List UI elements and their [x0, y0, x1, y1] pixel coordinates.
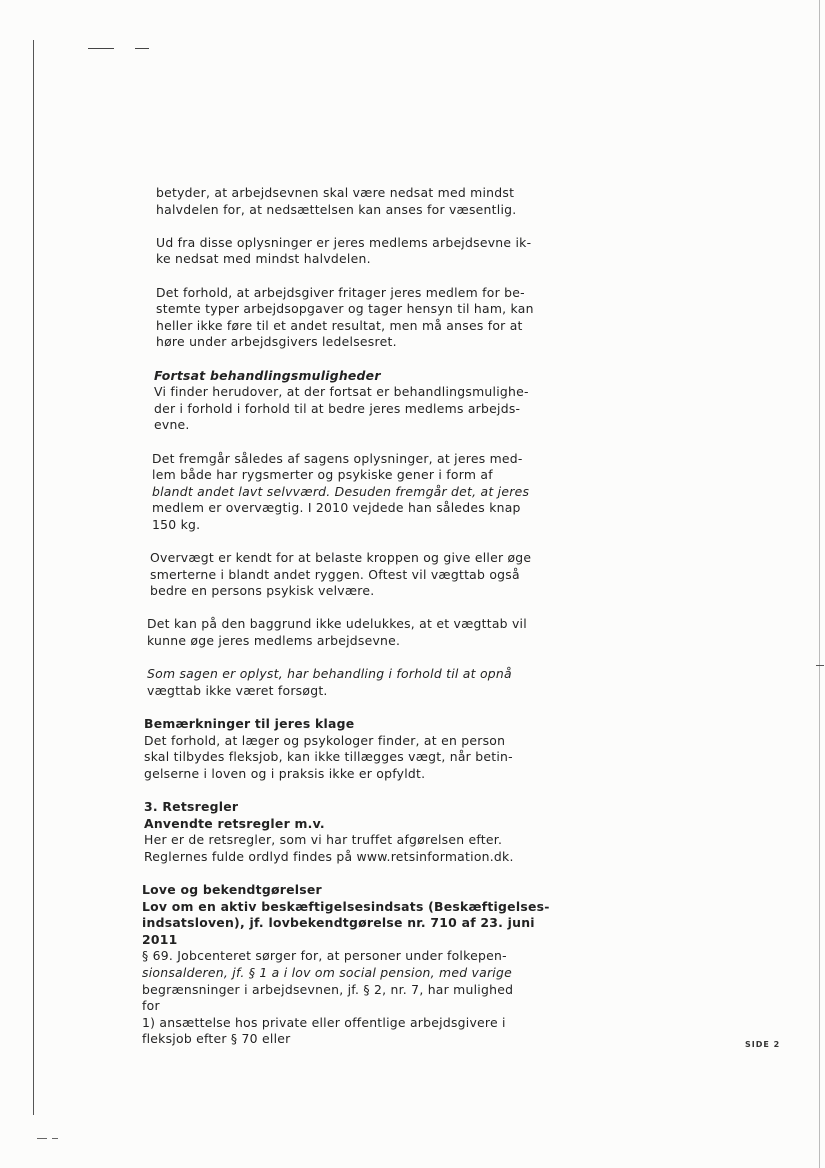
text-line: kunne øge jeres medlems arbejdsevne.	[147, 633, 401, 649]
right-page-edge	[819, 0, 820, 1168]
bottom-scan-mark	[52, 1138, 58, 1139]
left-margin-rule	[33, 40, 34, 1115]
text-line: halvdelen for, at nedsættelsen kan anses for væsentlig.	[156, 201, 517, 217]
paragraph	[152, 451, 580, 534]
paragraph	[156, 235, 580, 268]
text-line: smerterne i blandt andet ryggen. Oftest vil vægttab også	[150, 566, 520, 582]
law-title-line: 2011	[142, 931, 178, 947]
text-line: evne.	[154, 417, 190, 433]
text-line: Vi finder herudover, at der fortsat er behandlingsmulighe-	[154, 384, 529, 400]
text-line: gelserne i loven og i praksis ikke er opfyldt.	[144, 765, 426, 781]
text-line: Ud fra disse oplysninger er jeres medlems arbejdsevne ik-	[156, 234, 532, 250]
text-line: betyder, at arbejdsevnen skal være nedsat med mindst	[156, 185, 515, 200]
text-line: Det fremgår således af sagens oplysninger, at jeres med-	[152, 450, 523, 466]
section-heading: Bemærkninger til jeres klage	[144, 716, 355, 731]
text-line: blandt andet lavt selvværd. Desuden fremgår det, at jeres	[152, 483, 530, 499]
paragraph	[156, 285, 580, 351]
text-line: 150 kg.	[152, 516, 201, 532]
text-line: lem både har rygsmerter og psykiske gener i form af	[152, 467, 493, 483]
text-line: stemte typer arbejdsopgaver og tager hensyn til ham, kan	[156, 301, 534, 317]
text-line: 1) ansættelse hos private eller offentlige arbejdsgivere i	[142, 1014, 506, 1030]
text-line: Her er de retsregler, som vi har truffet afgørelsen efter.	[144, 832, 503, 848]
text-line: Som sagen er oplyst, har behandling i forhold til at opnå	[147, 666, 512, 682]
text-line: fleksjob efter § 70 eller	[142, 1031, 291, 1047]
text-line: Reglernes fulde ordlyd findes på www.retsinformation.dk.	[144, 848, 514, 864]
section-heading: Love og bekendtgørelser	[142, 881, 322, 897]
paragraph	[150, 550, 580, 600]
law-title-line: indsatsloven), jf. lovbekendtgørelse nr. 710 af 23. juni	[142, 915, 535, 931]
section-remarks	[144, 716, 580, 782]
text-line: Det forhold, at arbejdsgiver fritager jeres medlem for be-	[156, 284, 525, 300]
section-treatment	[154, 368, 580, 434]
top-scan-mark	[88, 48, 114, 49]
text-line: sionsalderen, jf. § 1 a i lov om social pension, med varige	[142, 964, 512, 980]
text-line: ke nedsat med mindst halvdelen.	[156, 251, 371, 267]
section-rules	[144, 799, 580, 865]
section-laws	[142, 882, 580, 1048]
text-line: § 69. Jobcenteret sørger for, at personer under folkepen-	[142, 948, 507, 964]
text-line: Det forhold, at læger og psykologer finder, at en person	[144, 732, 506, 748]
text-line: begrænsninger i arbejdsevnen, jf. § 2, nr. 7, har mulighed	[142, 981, 514, 997]
text-line: skal tilbydes fleksjob, kan ikke tillægges vægt, når betin-	[144, 749, 513, 765]
page-number: SIDE 2	[745, 1040, 781, 1049]
law-title-line: Lov om en aktiv beskæftigelsesindsats (Beskæftigelses-	[142, 898, 550, 914]
paragraph	[156, 185, 580, 218]
text-line: Overvægt er kendt for at belaste kroppen og give eller øge	[150, 550, 532, 566]
document-body	[142, 185, 580, 1064]
section-subheading: Anvendte retsregler m.v.	[144, 815, 325, 831]
section-heading: 3. Retsregler	[144, 798, 239, 814]
text-line: for	[142, 998, 160, 1014]
text-line: bedre en persons psykisk velvære.	[150, 583, 375, 599]
paragraph	[147, 616, 580, 649]
text-line: der i forhold i forhold til at bedre jeres medlems arbejds-	[154, 400, 521, 416]
text-line: vægttab ikke været forsøgt.	[147, 682, 328, 698]
text-line: medlem er overvægtig. I 2010 vejdede han således knap	[152, 500, 521, 516]
bottom-scan-mark	[37, 1138, 47, 1139]
section-heading: Fortsat behandlingsmuligheder	[154, 367, 381, 383]
text-line: Det kan på den baggrund ikke udelukkes, at et vægttab vil	[147, 616, 527, 632]
text-line: heller ikke føre til et andet resultat, men må anses for at	[156, 317, 523, 333]
paragraph	[147, 666, 580, 699]
top-scan-mark	[135, 48, 149, 49]
text-line: høre under arbejdsgivers ledelsesret.	[156, 334, 397, 350]
right-edge-tick	[816, 665, 824, 666]
